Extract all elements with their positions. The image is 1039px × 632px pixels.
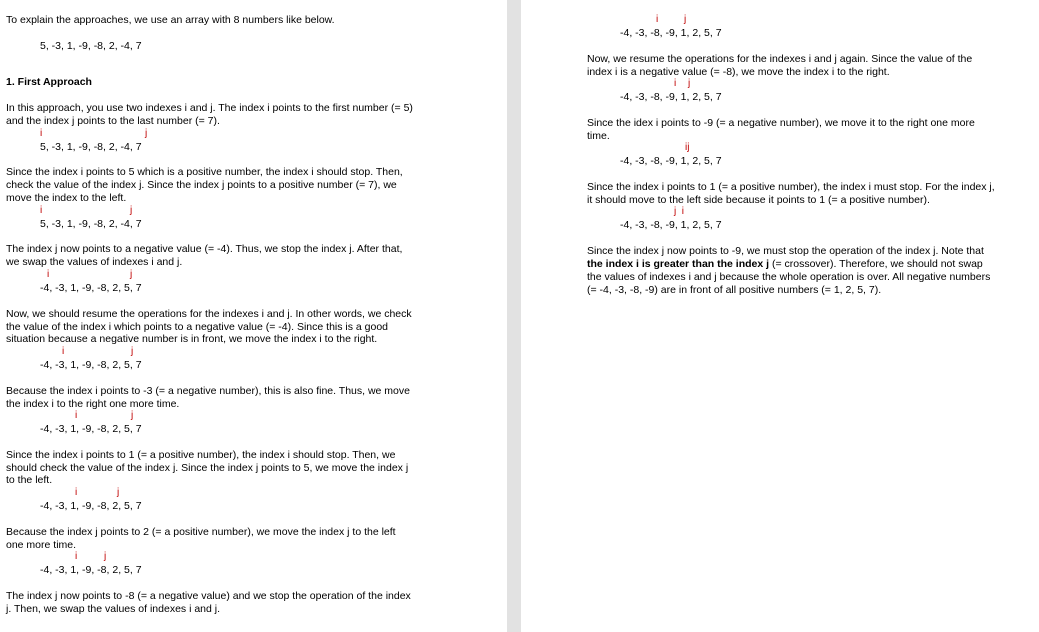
paragraph-line: time.	[587, 130, 610, 142]
index-marker-ij: ij	[685, 142, 690, 153]
paragraph-line: check the value of the index j. Since the index j points to a positive number (= 7), we	[6, 179, 397, 191]
paragraph-line: Now, we should resume the operations for the indexes i and j. In other words, we check	[6, 308, 412, 320]
index-marker-i: i	[656, 14, 659, 25]
paragraph-line: one more time.	[6, 539, 77, 551]
array-line: -4, -3, -8, -9, 1, 2, 5, 7	[620, 219, 722, 231]
paragraph-line: Since the index i points to 1 (= a positive number), the index i must stop. For the index j,	[587, 181, 995, 193]
index-marker-j: j	[104, 551, 107, 562]
paragraph-line: to the left.	[6, 474, 53, 486]
paragraph-line: the value of the index i which points to a negative value (= -4). Since this is a good	[6, 321, 389, 333]
paragraph-line: (= -4, -3, -8, -9) are in front of all positive numbers (= 1, 2, 5, 7).	[587, 284, 882, 296]
paragraph-line: Since the index i points to 5 which is a positive number, the index i should stop. Then,	[6, 166, 403, 178]
index-marker-j: j	[117, 487, 120, 498]
array-line: -4, -3, 1, -9, -8, 2, 5, 7	[40, 564, 142, 576]
index-marker-j: j	[131, 410, 134, 421]
array-line: -4, -3, -8, -9, 1, 2, 5, 7	[620, 155, 722, 167]
bold-phrase: the index i is greater than the index j	[587, 258, 770, 270]
paragraph-line: Because the index j points to 2 (= a positive number), we move the index j to the left	[6, 526, 396, 538]
page-left	[0, 0, 507, 632]
index-marker-i: i	[75, 487, 78, 498]
paragraph-line: we swap the values of indexes i and j.	[6, 256, 183, 268]
paragraph-line: Since the index j now points to -9, we must stop the operation of the index j. Note that	[587, 245, 984, 257]
index-marker-i: i	[62, 346, 65, 357]
index-marker-j: j	[145, 128, 148, 139]
array-line: -4, -3, -8, -9, 1, 2, 5, 7	[620, 27, 722, 39]
index-marker-j: j	[130, 269, 133, 280]
array-line: 5, -3, 1, -9, -8, 2, -4, 7	[40, 141, 142, 153]
paragraph-line: index i is a negative value (= -8), we move the index i to the right.	[587, 66, 890, 78]
index-marker-j: j	[688, 78, 691, 89]
index-marker-i: i	[75, 551, 78, 562]
paragraph-line: The index j now points to -8 (= a negative value) and we stop the operation of the index	[6, 590, 411, 602]
index-marker-i: i	[674, 78, 677, 89]
index-marker-i: i	[47, 269, 50, 280]
paragraph-line	[587, 258, 983, 271]
paragraph-line: Since the index i points to 1 (= a positive number), the index i should stop. Then, we	[6, 449, 396, 461]
index-marker-j-i: j i	[674, 206, 684, 217]
index-marker-i: i	[75, 410, 78, 421]
paragraph-line: situation because a negative number is in front, we move the index i to the right.	[6, 333, 378, 345]
array-line: -4, -3, 1, -9, -8, 2, 5, 7	[40, 423, 142, 435]
paragraph-line: In this approach, you use two indexes i and j. The index i points to the first number (= 5)	[6, 102, 413, 114]
array-line: 5, -3, 1, -9, -8, 2, -4, 7	[40, 40, 142, 52]
array-line: -4, -3, 1, -9, -8, 2, 5, 7	[40, 359, 142, 371]
index-marker-j: j	[130, 205, 133, 216]
index-marker-i: i	[40, 128, 43, 139]
array-line: 5, -3, 1, -9, -8, 2, -4, 7	[40, 218, 142, 230]
index-marker-i: i	[40, 205, 43, 216]
paragraph-line: To explain the approaches, we use an array with 8 numbers like below.	[6, 14, 335, 26]
page-right	[521, 0, 1039, 632]
array-line: -4, -3, 1, -9, -8, 2, 5, 7	[40, 500, 142, 512]
paragraph-line: The index j now points to a negative value (= -4). Thus, we stop the index j. After that,	[6, 243, 403, 255]
paragraph-line: should check the value of the index j. Since the index j points to 5, we move the index j	[6, 462, 409, 474]
paragraph-line: the index i to the right one more time.	[6, 398, 180, 410]
paragraph-line: Now, we resume the operations for the indexes i and j again. Since the value of the	[587, 53, 973, 65]
paragraph-line: Because the index i points to -3 (= a negative number), this is also fine. Thus, we move	[6, 385, 410, 397]
paragraph-line: move the index to the left.	[6, 192, 127, 204]
page-gutter	[507, 0, 521, 632]
paragraph-text: (= crossover). Therefore, we should not swap	[769, 258, 983, 270]
array-line: -4, -3, -8, -9, 1, 2, 5, 7	[620, 91, 722, 103]
paragraph-line: the values of indexes i and j because the whole operation is over. All negative numbers	[587, 271, 991, 283]
index-marker-j: j	[684, 14, 687, 25]
paragraph-line: and the index j points to the last number (= 7).	[6, 115, 220, 127]
section-heading: 1. First Approach	[6, 76, 92, 88]
index-marker-j: j	[131, 346, 134, 357]
paragraph-line: it should move to the left side because it points to 1 (= a positive number).	[587, 194, 930, 206]
paragraph-line: Since the idex i points to -9 (= a negative number), we move it to the right one more	[587, 117, 975, 129]
paragraph-line: j. Then, we swap the values of indexes i and j.	[6, 603, 221, 615]
array-line: -4, -3, 1, -9, -8, 2, 5, 7	[40, 282, 142, 294]
